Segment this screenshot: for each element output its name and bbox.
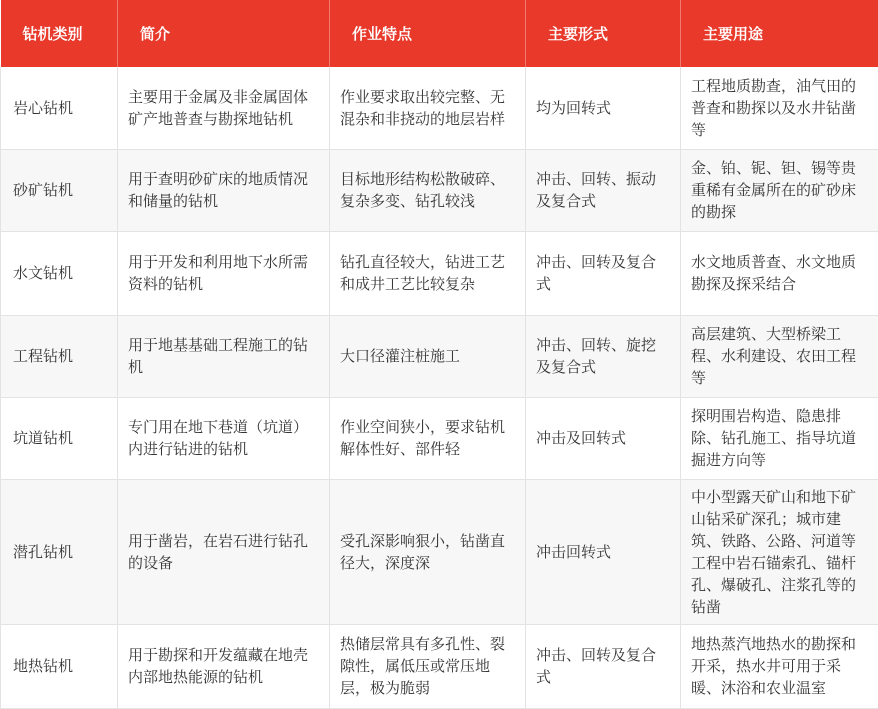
table-header (1, 0, 878, 67)
table-row (1, 231, 878, 315)
cell-type: 潜孔钻机 (1, 479, 118, 624)
cell-form: 冲击、回转、旋挖及复合式 (526, 315, 681, 397)
cell-features: 受孔深影响狠小，钻凿直径大，深度深 (330, 479, 526, 624)
cell-intro: 用于查明砂矿床的地质情况和储量的钻机 (118, 149, 330, 231)
cell-type: 工程钻机 (1, 315, 118, 397)
header-features: 作业特点 (330, 0, 526, 67)
cell-usage: 地热蒸汽地热水的勘探和开采，热水井可用于采暖、沐浴和农业温室 (681, 624, 878, 708)
cell-intro: 专门用在地下巷道（坑道）内进行钻进的钻机 (118, 397, 330, 479)
cell-features: 作业要求取出较完整、无混杂和非挠动的地层岩样 (330, 67, 526, 149)
cell-form: 冲击及回转式 (526, 397, 681, 479)
cell-type: 坑道钻机 (1, 397, 118, 479)
cell-features: 大口径灌注桩施工 (330, 315, 526, 397)
cell-features: 作业空间狭小，要求钻机解体性好、部件轻 (330, 397, 526, 479)
cell-usage: 高层建筑、大型桥梁工程、水利建设、农田工程等 (681, 315, 878, 397)
cell-type: 水文钻机 (1, 231, 118, 315)
cell-type: 砂矿钻机 (1, 149, 118, 231)
header-form: 主要形式 (526, 0, 681, 67)
cell-intro: 用于凿岩，在岩石进行钻孔的设备 (118, 479, 330, 624)
table-row (1, 149, 878, 231)
cell-features: 热储层常具有多孔性、裂隙性，属低压或常压地层，极为脆弱 (330, 624, 526, 708)
cell-intro: 用于开发和利用地下水所需资料的钻机 (118, 231, 330, 315)
table-row (1, 479, 878, 624)
cell-usage: 探明围岩构造、隐患排除、钻孔施工、指导坑道掘进方向等 (681, 397, 878, 479)
cell-type: 地热钻机 (1, 624, 118, 708)
cell-features: 目标地形结构松散破碎、复杂多变、钻孔较浅 (330, 149, 526, 231)
cell-form: 冲击、回转、振动及复合式 (526, 149, 681, 231)
cell-usage: 金、铂、铌、钽、锡等贵重稀有金属所在的矿砂床的勘探 (681, 149, 878, 231)
cell-usage: 中小型露天矿山和地下矿山钻采矿深孔；城市建筑、铁路、公路、河道等工程中岩石锚索孔、锚杆孔、爆破孔、注浆孔等的钻凿 (681, 479, 878, 624)
cell-features: 钻孔直径较大，钻进工艺和成井工艺比较复杂 (330, 231, 526, 315)
cell-usage: 水文地质普查、水文地质勘探及探采结合 (681, 231, 878, 315)
table-row (1, 397, 878, 479)
header-row (1, 0, 878, 67)
cell-form: 均为回转式 (526, 67, 681, 149)
table-row (1, 624, 878, 708)
cell-form: 冲击回转式 (526, 479, 681, 624)
cell-type: 岩心钻机 (1, 67, 118, 149)
cell-form: 冲击、回转及复合式 (526, 624, 681, 708)
cell-form: 冲击、回转及复合式 (526, 231, 681, 315)
table-row (1, 315, 878, 397)
header-intro: 简介 (118, 0, 330, 67)
header-usage: 主要用途 (681, 0, 878, 67)
header-type: 钻机类别 (1, 0, 118, 67)
cell-intro: 用于勘探和开发蕴藏在地壳内部地热能源的钻机 (118, 624, 330, 708)
cell-intro: 用于地基基础工程施工的钻机 (118, 315, 330, 397)
table-row (1, 67, 878, 149)
table-body (1, 67, 878, 708)
cell-intro: 主要用于金属及非金属固体矿产地普查与勘探地钻机 (118, 67, 330, 149)
cell-usage: 工程地质勘查，油气田的普查和勘探以及水井钻凿等 (681, 67, 878, 149)
